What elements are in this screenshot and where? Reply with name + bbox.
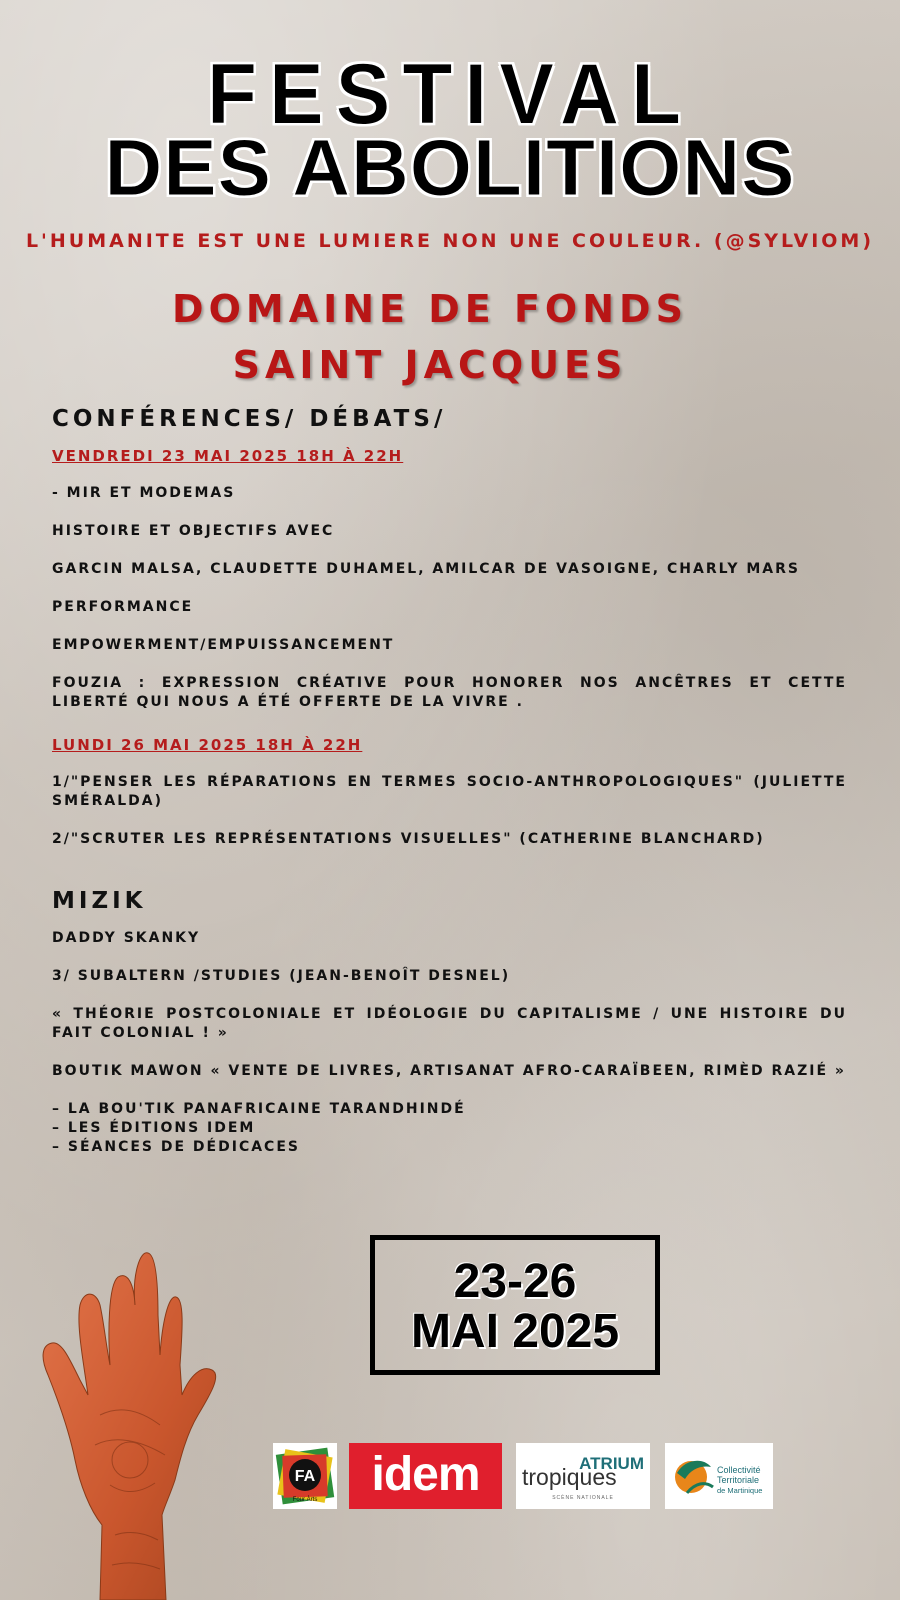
four-arts-logo [273,1443,337,1509]
program-item: EMPOWERMENT/EMPUISSANCEMENT [52,637,395,653]
program-item: GARCIN MALSA, CLAUDETTE DUHAMEL, AMILCAR DE VASOIGNE, CHARLY MARS [52,561,800,577]
program-item: FOUZIA : EXPRESSION CRÉATIVE POUR HONORER NOS ANCÊTRES ET CETTE LIBERTÉ QUI NOUS A ÉTÉ OFFERTE DE LA VIVRE . [52,675,847,710]
festival-title-line1: FESTIVAL [206,46,694,143]
ctm-line1: Collectivité [717,1465,761,1475]
mizik-item: « THÉORIE POSTCOLONIALE ET IDÉOLOGIE DU CAPITALISME / UNE HISTOIRE DU FAIT COLONIAL ! » [52,1006,847,1041]
program-item: - MIR ET MODEMAS [52,485,236,501]
scene-text: SCÈNE NATIONALE [552,1495,614,1501]
mizik-item: DADDY SKANKY [52,930,201,946]
ctm-line3: de Martinique [717,1486,763,1495]
program [52,406,847,1157]
section-heading-mizik: MIZIK [52,888,147,914]
dates-line2: MAI 2025 [410,1305,620,1358]
list-item: – LES ÉDITIONS IDEM [52,1120,256,1136]
list-item: – SÉANCES DE DÉDICACES [52,1139,300,1155]
fa-name: Four Àrts [292,1497,318,1503]
program-item: HISTOIRE ET OBJECTIFS AVEC [52,523,335,539]
tropiques-text: tropiques [522,1464,617,1490]
festival-title-line2: DES ABOLITIONS [104,123,796,212]
fa-initials: FA [294,1468,316,1485]
ctm-line2: Territoriale [717,1475,760,1485]
program-item: 2/"SCRUTER LES REPRÉSENTATIONS VISUELLES" (CATHERINE BLANCHARD) [52,831,765,847]
venue-line2: SAINT JACQUES [232,343,628,387]
list-item: – LA BOU'TIK PANAFRICAINE TARANDHINDÉ [52,1101,466,1117]
program-item: 1/"PENSER LES RÉPARATIONS EN TERMES SOCIO-ANTHROPOLOGIQUES" (JULIETTE SMÉRALDA) [52,774,847,809]
mizik-item: 3/ SUBALTERN /STUDIES (JEAN-BENOÎT DESNEL) [52,968,511,984]
vendor-list [52,1100,847,1157]
raised-hand-illustration [40,1245,240,1600]
program-item: PERFORMANCE [52,599,194,615]
tropiques-atrium-logo [516,1443,650,1509]
tagline: L'HUMANITE EST UNE LUMIERE NON UNE COULEUR. (@SYLVIOM) [25,230,875,252]
collectivite-martinique-logo [665,1443,773,1509]
idem-logo: idem [349,1443,502,1509]
mizik-item: BOUTIK MAWON « VENTE DE LIVRES, ARTISANAT AFRO-CARAÏBEEN, RIMÈD RAZIÉ » [52,1063,846,1079]
venue-line1: DOMAINE DE FONDS [172,287,688,331]
day2-date: LUNDI 26 MAI 2025 18H À 22H [52,736,363,754]
section-heading-conferences: CONFÉRENCES/ DÉBATS/ [52,406,447,432]
day1-date: VENDREDI 23 MAI 2025 18H À 22H [52,447,404,465]
dates-line1: 23-26 [453,1255,577,1308]
atrium-text: ATRIUM [579,1454,644,1473]
festival-dates-box [370,1235,660,1375]
